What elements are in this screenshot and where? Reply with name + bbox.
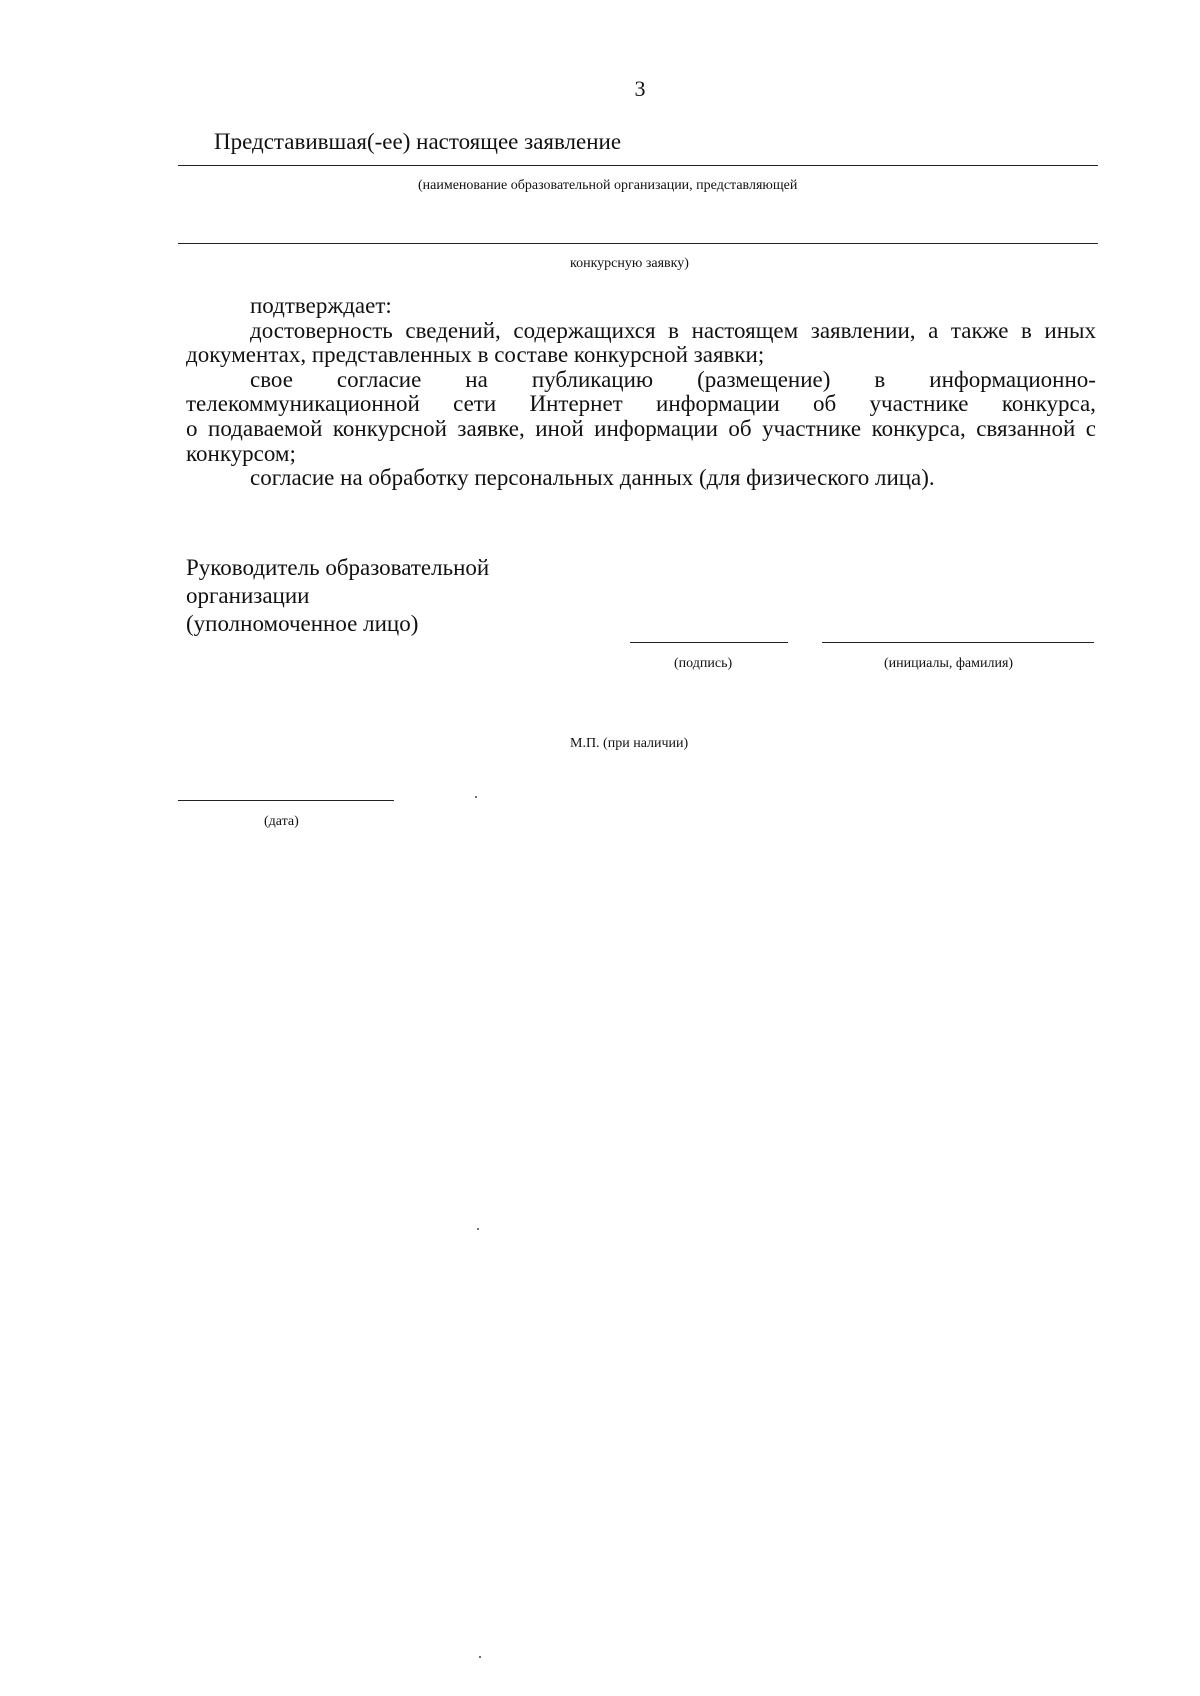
word: в <box>874 366 886 392</box>
name-line <box>822 642 1094 643</box>
word: участнике <box>869 391 969 417</box>
signer-title <box>186 554 489 638</box>
statement-body <box>186 294 1096 491</box>
name-caption: (инициалы, фамилия) <box>884 656 1014 671</box>
paragraph-accuracy: достоверность сведений, содержащихся в настоящем заявлении, а также в иных документах, представленных в составе конкурсной заявки; <box>186 317 1096 368</box>
org-name-line-1 <box>178 165 1098 166</box>
word: конкурса, <box>1001 391 1096 417</box>
scan-speck <box>477 1228 479 1230</box>
word: об <box>813 391 837 417</box>
word: информационно- <box>929 366 1096 392</box>
word: (размещение) <box>697 366 831 392</box>
signer-line-2: организации <box>186 583 310 608</box>
org-name-line-2 <box>178 243 1098 244</box>
scan-speck <box>479 1656 481 1658</box>
word: на <box>465 366 488 392</box>
stamp-caption: М.П. (при наличии) <box>570 736 689 751</box>
word: сети <box>453 391 497 417</box>
word: свое <box>250 366 293 392</box>
page-number: 3 <box>634 76 646 101</box>
paragraph-consent-line-2 <box>186 392 1096 417</box>
word: Интернет <box>529 391 623 417</box>
signer-line-1: Руководитель образовательной <box>186 555 490 580</box>
date-caption: (дата) <box>264 814 299 829</box>
word: публикацию <box>531 366 654 392</box>
confirms-label: подтверждает: <box>250 293 392 318</box>
statement-heading: Представившая(-ее) настоящее заявление <box>214 129 622 154</box>
word: согласие <box>336 366 422 392</box>
word: информации <box>656 391 780 417</box>
org-caption-line-1: (наименование образовательной организации, представляющей <box>418 178 798 193</box>
paragraph-consent-line-1 <box>186 368 1096 393</box>
signature-caption: (подпись) <box>674 656 733 671</box>
org-caption-line-2: конкурсную заявку) <box>570 256 689 271</box>
signer-line-3: (уполномоченное лицо) <box>186 611 419 636</box>
word: телекоммуникационной <box>186 391 420 417</box>
paragraph-personal-data: согласие на обработку персональных данных (для физического лица). <box>250 465 935 491</box>
scan-speck <box>475 796 477 798</box>
date-line <box>178 800 394 801</box>
signature-line <box>630 642 788 643</box>
paragraph-consent-rest: о подаваемой конкурсной заявке, иной информации об участнике конкурса, связанной с конкурсом; <box>186 415 1096 466</box>
